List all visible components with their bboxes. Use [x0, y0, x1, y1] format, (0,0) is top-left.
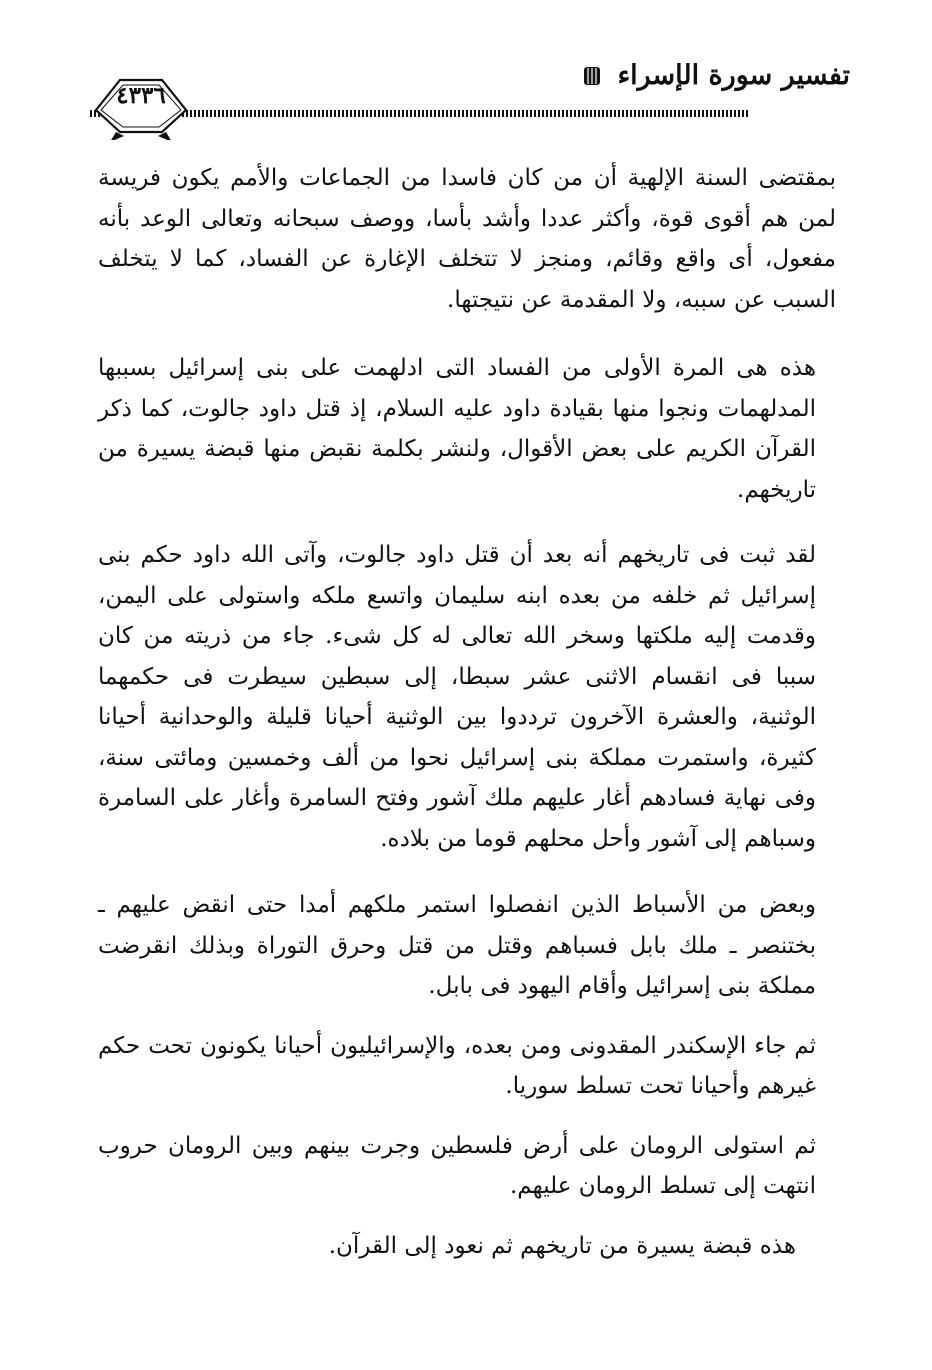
paragraph: هذه قبضة يسيرة من تاريخهم ثم نعود إلى القرآن.	[328, 1232, 796, 1259]
running-title-text: تفسير سورة الإسراء	[617, 60, 850, 91]
body-text	[98, 158, 836, 1266]
paragraph: وبعض من الأسباط الذين انفصلوا استمر ملكهم أمدا حتى انقض عليهم ـ بختنصر ـ ملك بابل فسباهم وقتل من قتل وحرق التوراة وبذلك انقرضت مملكة بنى إسرائيل وأقام اليهود فى بابل.	[98, 892, 816, 999]
paragraph: هذه هى المرة الأولى من الفساد التى ادلهمت على بنى إسرائيل بسببها المدلهمات ونجوا منها بقيادة داود عليه السلام، إذ قتل داود جالوت، كما ذكر القرآن الكريم على بعض الأقوال، ولنشر بكلمة نقبض منها قبضة يسيرة من تاريخهم.	[98, 355, 816, 503]
ornament-icon	[581, 65, 603, 87]
paragraph: ثم استولى الرومان على أرض فلسطين وجرت بينهم وبين الرومان حروب انتهت إلى تسلط الرومان عليهم.	[98, 1132, 816, 1199]
page-header	[90, 52, 850, 142]
paragraph: لقد ثبت فى تاريخهم أنه بعد أن قتل داود جالوت، وآتى الله داود حكم بنى إسرائيل ثم خلفه من بعده ابنه سليمان واتسع ملكه واستولى على اليمن، وقدمت إليه ملكتها وسخر الله تعالى له كل شىء. جاء من ذريته من كان سببا فى انقسام الاثنى عشر سبطا، إلى سبطين سيطرت فى حكمهما الوثنية، والعشرة الآخرون ترددوا بين الوثنية أحيانا قليلة والوحدانية أحيانا كثيرة، واستمرت مملكة بنى إسرائيل نحوا من ألف وخمسين ومائتى سنة، وفى نهاية فسادهم أغار عليهم ملك آشور وفتح السامرة وأغار على السامرة وسباهم إلى آشور وأحل محلهم قوما من بلاده.	[98, 542, 816, 852]
running-title	[581, 60, 850, 91]
page-number: ٤٣٣٦	[116, 82, 166, 109]
paragraph: بمقتضى السنة الإلهية أن من كان فاسدا من الجماعات والأمم يكون فريسة لمن هم أقوى قوة، وأكثر عددا وأشد بأسا، ووصف سبحانه وتعالى الوعد بأنه مفعول، أى واقع وقائم، ومنجز لا تتخلف الإغارة عن الفساد، كما لا يتخلف السبب عن سببه، ولا المقدمة عن نتيجتها.	[98, 165, 836, 313]
paragraph: ثم جاء الإسكندر المقدونى ومن بعده، والإسرائيليون أحيانا يكونون تحت حكم غيرهم وأحيانا تحت تسلط سوريا.	[98, 1032, 816, 1099]
